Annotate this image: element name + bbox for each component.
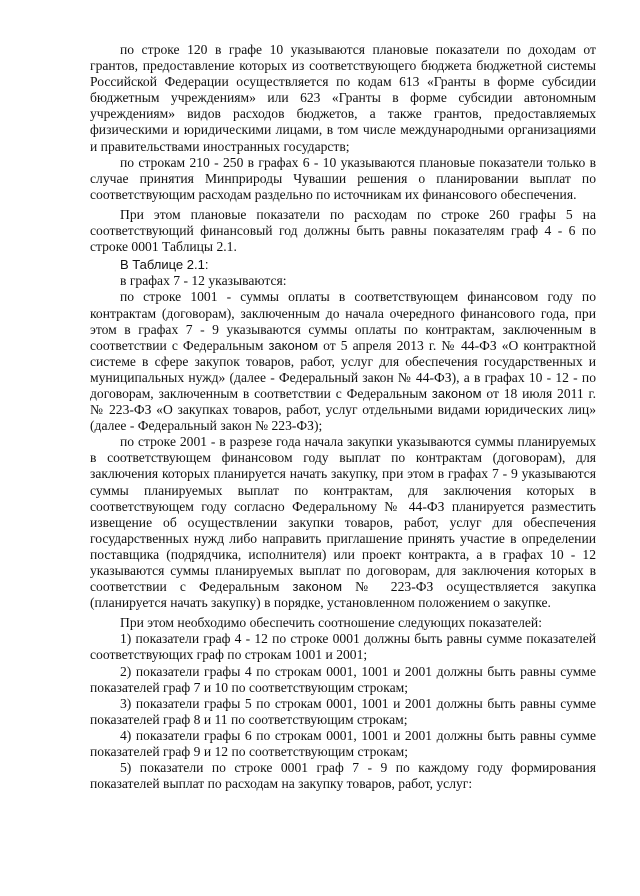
law-44-fz-link[interactable]: законом <box>268 337 319 353</box>
paragraph-row-2001 <box>90 434 596 611</box>
row-2001-text-b: № 223-ФЗ осуществляется закупка (планируется начать закупку) в порядке, установленном положением о закупке. <box>90 579 596 611</box>
ratio-item-2: 2) показатели графы 4 по строкам 0001, 1001 и 2001 должны быть равны сумме показателей граф 7 и 10 по соответствующим строкам; <box>90 663 596 695</box>
row-1001-text-b: от 5 апреля 2013 г. № 44-ФЗ «О контрактной системе в сфере закупок товаров, работ, услуг для обеспечения государственных и муниципальных нужд» (далее - Федеральный закон № 44-ФЗ), а в графах 10 - 12 - по договорам, заключенным в соответствии с Федеральным <box>90 337 596 401</box>
ratios-intro: При этом необходимо обеспечить соотношение следующих показателей: <box>120 615 542 631</box>
document-page <box>90 42 596 792</box>
table-2-1-link[interactable]: Таблице 2.1 <box>132 257 205 273</box>
table-2-1-heading <box>90 257 596 273</box>
paragraph-rows-210-250: по строкам 210 - 250 в графах 6 - 10 указываются плановые показатели только в случае принятия Минприроды Чувашии решения о планировании выплат по соответствующим расходам раздельно по источникам их финансового обеспечения. <box>90 154 596 202</box>
ratio-item-5: 5) показатели по строке 0001 граф 7 - 9 по каждому году формирования показателей выплат по расходам на закупку товаров, работ, услуг: <box>90 760 596 792</box>
ratio-item-3: 3) показатели графы 5 по строкам 0001, 1001 и 2001 должны быть равны сумме показателей граф 8 и 11 по соответствующим строкам; <box>90 695 596 727</box>
row-1001-text-a: по строке 1001 - суммы оплаты в соответствующем финансовом году по контрактам (договорам), заключенным до начала очередного финансового года, при этом в графах 7 - 9 указываются суммы оплаты по контрактам, заключенным в соответствии с Федеральным <box>90 289 596 353</box>
heading-prefix: В <box>120 257 133 273</box>
law-223-fz-link[interactable]: законом <box>431 385 482 401</box>
row-2001-text-a: по строке 2001 - в разрезе года начала закупки указываются суммы планируемых в соответствующем финансовом году выплат по контрактам (договорам), для заключения которых планируется начать закупку, при этом в графах 7 - 9 указываются суммы планируемых выплат по контрактам, для заключения которых в соответствующем году согласно Федеральному № 44-ФЗ планируется разместить извещение об осуществлении закупки товаров, работ, услуг для обеспечения государственных нужд либо направить приглашение принять участие в определении поставщика (подрядчика, исполнителя) или проект контракта, а в графах 10 - 12 указываются суммы планируемых выплат по договорам, для заключения которых в соответствии с Федеральным <box>90 434 596 595</box>
columns-7-12-intro: в графах 7 - 12 указываются: <box>120 273 287 289</box>
paragraph-row-120: по строке 120 в графе 10 указываются плановые показатели по доходам от грантов, предоставление которых из соответствующего бюджета бюджетной системы Российской Федерации осуществляется по кодам 613 «Гранты в форме субсидии бюджетным учреждениям» или 623 «Гранты в форме субсидии автономным учреждениям» видов расходов бюджетов, а также грантов, предоставляемых физическими и юридическими лицами, в том числе международными организациями и правительствами иностранных государств; <box>90 42 596 154</box>
paragraph-row-1001 <box>90 289 596 434</box>
paragraph-row-260: При этом плановые показатели по расходам по строке 260 графы 5 на соответствующий финансовый год должны быть равны показателям граф 4 - 6 по строке 0001 Таблицы 2.1. <box>90 206 596 255</box>
law-223-fz-link-2[interactable]: законом <box>292 579 343 595</box>
ratio-item-1: 1) показатели граф 4 - 12 по строке 0001 должны быть равны сумме показателей соответствующих граф по строкам 1001 и 2001; <box>90 631 596 663</box>
heading-suffix: : <box>204 257 209 273</box>
ratio-item-4: 4) показатели графы 6 по строкам 0001, 1001 и 2001 должны быть равны сумме показателей граф 9 и 12 по соответствующим строкам; <box>90 727 596 760</box>
row-1001-text-c: от 18 июля 2011 г. № 223-ФЗ «О закупках товаров, работ, услуг отдельными видами юридических лиц» (далее - Федеральный закон № 223-ФЗ); <box>90 385 596 434</box>
